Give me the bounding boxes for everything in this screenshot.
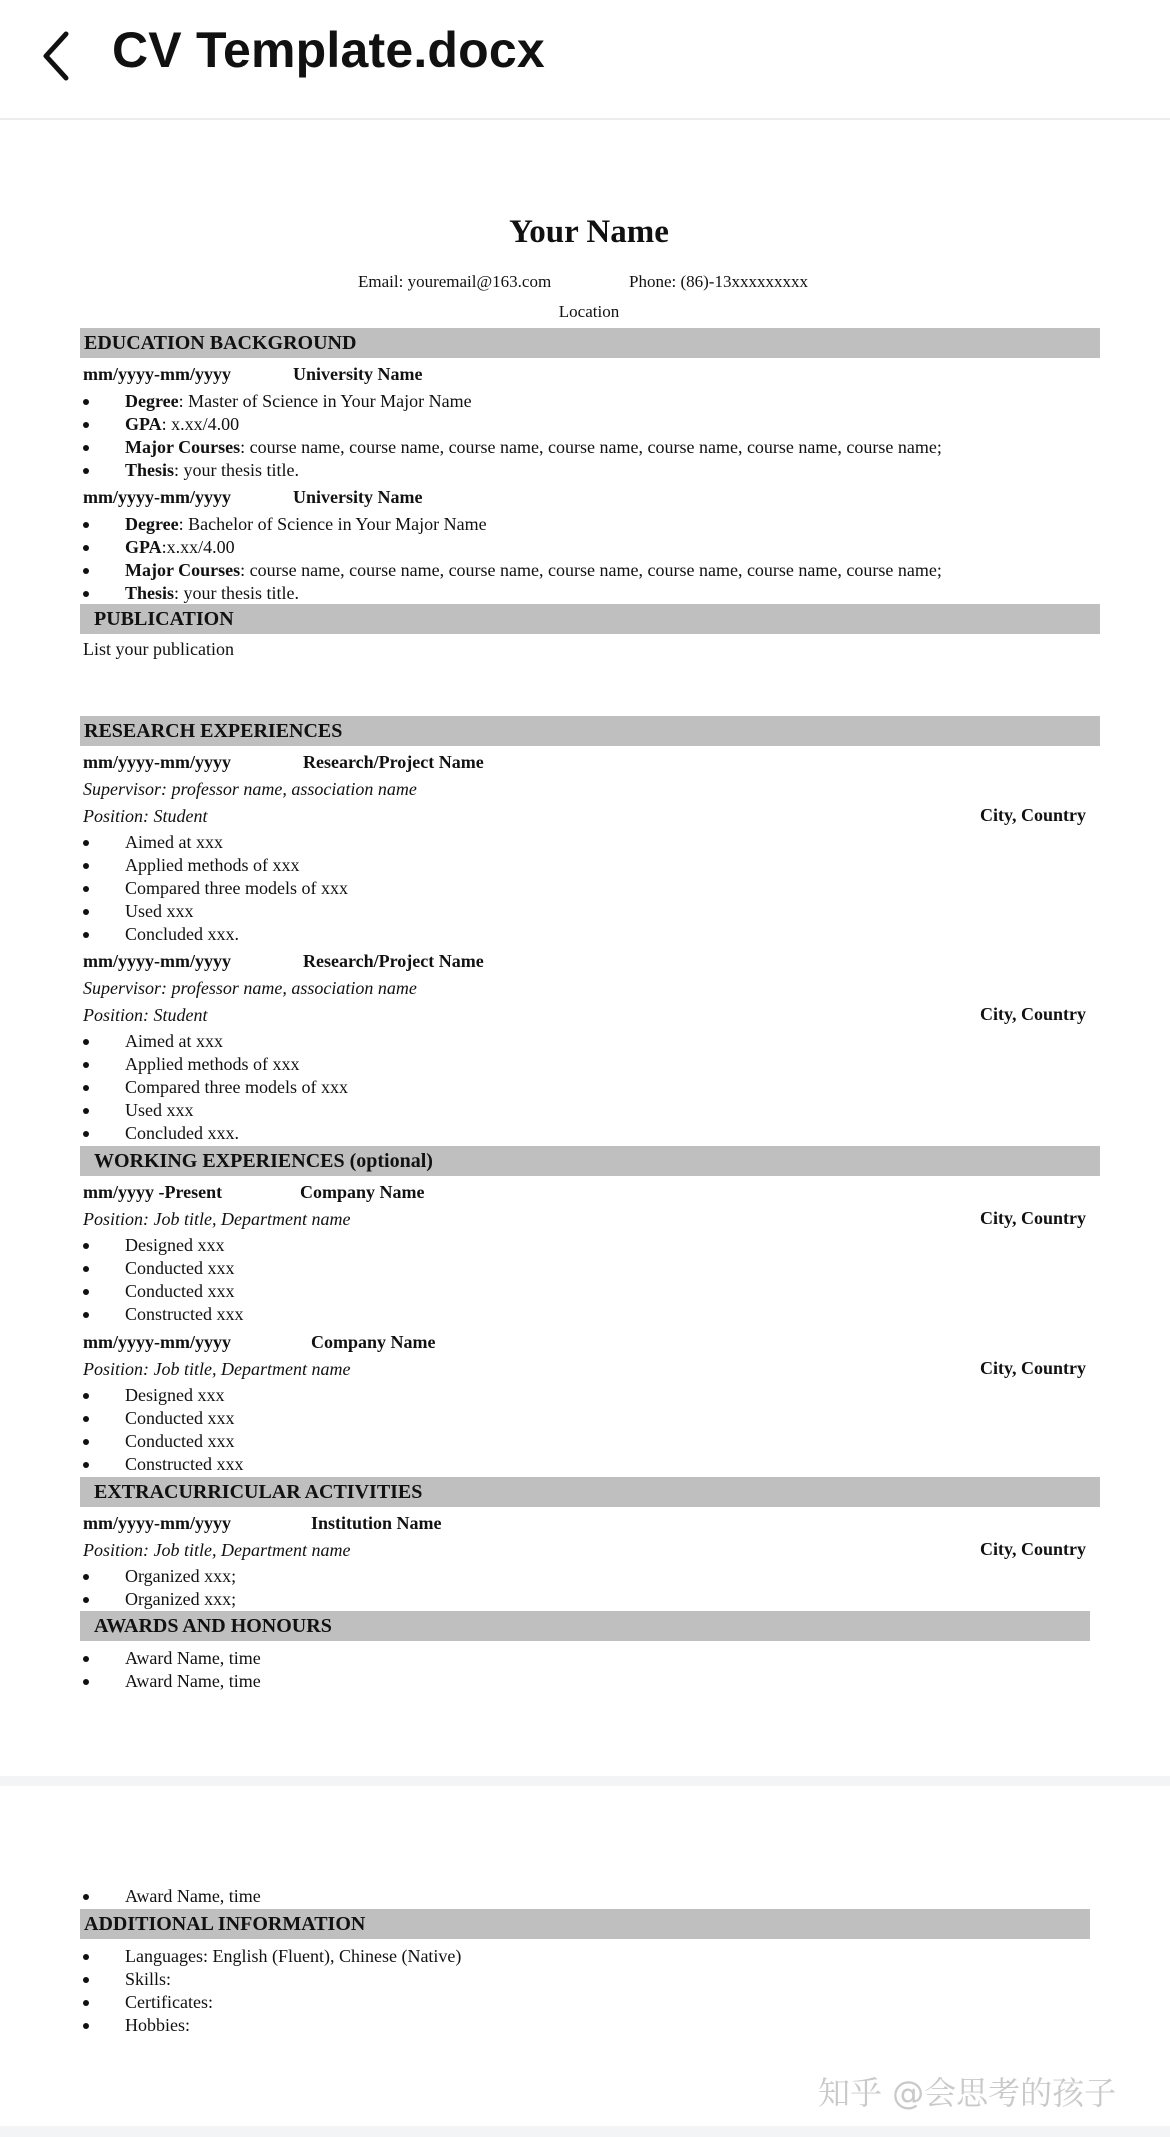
research-supervisor: Supervisor: professor name, association name [83, 779, 417, 799]
entry-org: Research/Project Name [303, 951, 484, 971]
app-header [0, 0, 1170, 120]
section-title: EXTRACURRICULAR ACTIVITIES [94, 1481, 423, 1503]
entry-dates: mm/yyyy-mm/yyyy [83, 487, 231, 507]
extracurricular-position: Position: Job title, Department name [83, 1540, 351, 1560]
document-page-1: Your Name Email: youremail@163.com Phone: (86)-13xxxxxxxxx Location EDUCATION BACKGROUND mm/yyyy-mm/yyyy University Name Degree: Master of Science in Your Major Name GPA: x.xx/4.00 Major Courses: course name, course name, course name, course name, course name, course name, course name; Thesis: your thesis title. mm/yyyy-mm/yyyy University Name Degree: Bachelor of Science in Your Major Name GPA:x.xx/4.00 Major Courses: course name, course name, course name, course name, course name, course name, course name; Thesis: your thesis title. PUBLICATION List your publication RESEARCH EXPERIENCES mm/yyyy-mm/yyyy Research/Project Name Supervisor: professor name, association name Position: Student City, Country Aimed at xxx Applied methods of xxx Compared three models of xxx Used xxx Concluded xxx. mm/yyyy-mm/yyyy Research/Project Name Supervisor: professor name, association name Position: Student City, Country Aimed at xxx Applied methods of xxx Compared three models of xxx Used xxx Concluded xxx. WORKING EXPERIENCES (optional) mm/yyyy -Present Company Name Position: Job title, Department name City, Country Designed xxx Conducted xxx Conducted xxx Constructed xxx mm/yyyy-mm/yyyy Company Name Position: Job title, Department name City, Country Designed xxx Conducted xxx Conducted xxx Constructed xxx EXTRACURRICULAR ACTIVITIES mm/yyyy-mm/yyyy Institution Name Position: Job title, Department name City, Country Organized xxx; Organized xxx; AWARDS AND HONOURS Award Name, time Award Name, time [0, 120, 1170, 1778]
research-entry-header [83, 950, 484, 972]
extracurricular-entry-header [83, 1512, 442, 1534]
entry-dates: mm/yyyy-mm/yyyy [83, 752, 231, 772]
entry-org: University Name [293, 487, 423, 507]
research-position: Position: Student [83, 1005, 208, 1025]
working-position: Position: Job title, Department name [83, 1359, 351, 1379]
entry-org: Research/Project Name [303, 752, 484, 772]
working-entry-header [83, 1181, 425, 1203]
chevron-left-icon [34, 18, 94, 98]
working-entry-header [83, 1331, 436, 1353]
page-separator [0, 1776, 1170, 1786]
cv-location: Location [558, 302, 620, 321]
research-position: Position: Student [83, 806, 208, 826]
watermark: 知乎 @会思考的孩子 [818, 2074, 1117, 2112]
section-title: PUBLICATION [94, 608, 234, 630]
section-extracurricular [80, 1477, 1100, 1507]
document-page-2: Award Name, time ADDITIONAL INFORMATION Languages: English (Fluent), Chinese (Native) Skills: Certificates: Hobbies: [0, 1786, 1170, 2126]
section-publication [80, 604, 1100, 634]
entry-dates: mm/yyyy -Present [83, 1182, 223, 1202]
bottom-separator [0, 2126, 1170, 2137]
section-title: RESEARCH EXPERIENCES [84, 720, 343, 742]
section-research [80, 716, 1100, 746]
entry-dates: mm/yyyy-mm/yyyy [83, 364, 231, 384]
entry-dates: mm/yyyy-mm/yyyy [83, 1332, 231, 1352]
cv-name: Your Name [509, 214, 669, 250]
research-entry-header [83, 751, 484, 773]
entry-org: University Name [293, 364, 423, 384]
section-title: AWARDS AND HONOURS [94, 1615, 332, 1637]
research-place: City, Country [979, 1004, 1086, 1024]
section-awards [80, 1611, 1090, 1641]
document-title: CV Template.docx [112, 22, 545, 78]
education-entry-header [83, 363, 423, 385]
extracurricular-place: City, Country [979, 1539, 1086, 1559]
research-supervisor: Supervisor: professor name, association name [83, 978, 417, 998]
entry-dates: mm/yyyy-mm/yyyy [83, 951, 231, 971]
working-position: Position: Job title, Department name [83, 1209, 351, 1229]
entry-org: Company Name [300, 1182, 425, 1202]
education-entry-header [83, 486, 423, 508]
section-working [80, 1146, 1100, 1176]
entry-org: Institution Name [311, 1513, 442, 1533]
section-title: WORKING EXPERIENCES (optional) [94, 1150, 433, 1172]
section-title: ADDITIONAL INFORMATION [84, 1913, 366, 1935]
research-place: City, Country [979, 805, 1086, 825]
entry-org: Company Name [311, 1332, 436, 1352]
section-title: EDUCATION BACKGROUND [84, 332, 357, 354]
working-place: City, Country [979, 1358, 1086, 1378]
back-button[interactable] [34, 18, 94, 98]
working-place: City, Country [979, 1208, 1086, 1228]
section-additional [80, 1909, 1090, 1939]
section-education [80, 328, 1100, 358]
entry-dates: mm/yyyy-mm/yyyy [83, 1513, 231, 1533]
cv-phone: Phone: (86)-13xxxxxxxxx [629, 272, 808, 291]
cv-email: Email: youremail@163.com [358, 272, 552, 291]
publication-text: List your publication [83, 639, 234, 659]
